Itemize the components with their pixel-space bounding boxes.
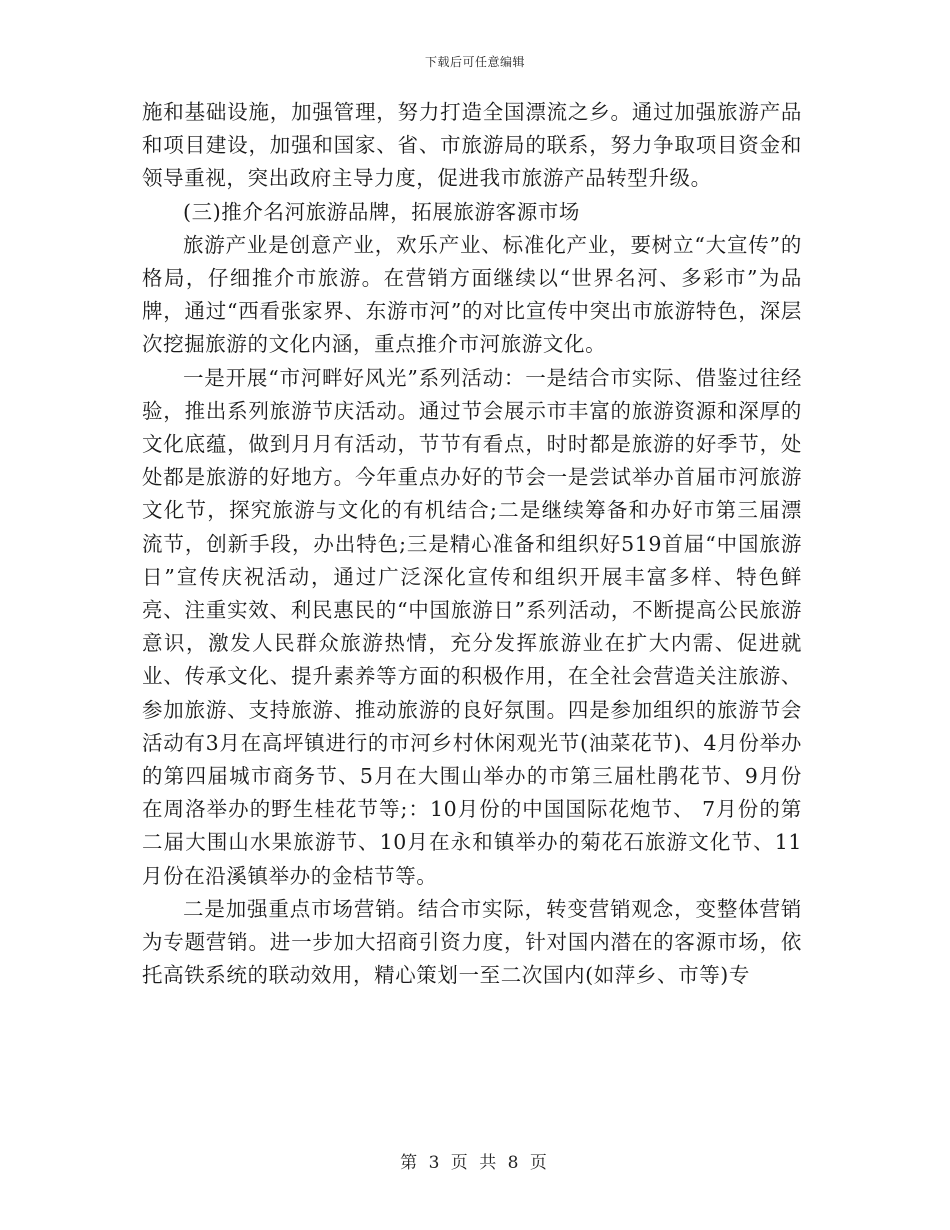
paragraph-activities: 一是开展“市河畔好风光”系列活动：一是结合市实际、借鉴过往经验，推出系列旅游节庆活动。通过节会展示市丰富的旅游资源和深厚的文化底蕴，做到月月有活动，节节有看点，时时都是旅游的好季节，处处都是旅游的好地方。今年重点办好的节会一是尝试举办首届市河旅游文化节，探究旅游与文化的有机结合;二是继续筹备和办好市第三届漂流节，创新手段，办出特色;三是精心准备和组织好519首届“中国旅游日”宣传庆祝活动，通过广泛深化宣传和组织开展丰富多样、特色鲜亮、注重实效、利民惠民的“中国旅游日”系列活动，不断提高公民旅游意识，激发人民群众旅游热情，充分发挥旅游业在扩大内需、促进就业、传承文化、提升素养等方面的积极作用，在全社会营造关注旅游、参加旅游、支持旅游、推动旅游的良好氛围。四是参加组织的旅游节会活动有3月在高坪镇进行的市河乡村休闲观光节(油菜花节)、4月份举办的第四届城市商务节、5月在大围山举办的市第三届杜鹃花节、9月份在周洛举办的野生桂花节等;：10月份的中国国际花炮节、 7月份的第二届大围山水果旅游节、10月在永和镇举办的菊花石旅游文化节、11月份在沿溪镇举办的金桔节等。 bbox=[142, 365, 802, 888]
paragraph-branding: 旅游产业是创意产业，欢乐产业、标准化产业，要树立“大宣传”的格局，仔细推介市旅游。在营销方面继续以“世界名河、多彩市”为品牌，通过“西看张家界、东游市河”的对比宣传中突出市旅游特色，深层次挖掘旅游的文化内涵，重点推介市河旅游文化。 bbox=[142, 232, 802, 357]
page-number: 第 3 页 共 8 页 bbox=[400, 1153, 550, 1173]
document-body bbox=[142, 96, 802, 992]
paragraph-market-marketing: 二是加强重点市场营销。结合市实际，转变营销观念，变整体营销为专题营销。进一步加大招商引资力度，针对国内潜在的客源市场，依托高铁系统的联动效用，精心策划一至二次国内(如萍乡、市等)专 bbox=[142, 896, 802, 988]
section-heading: (三)推介名河旅游品牌，拓展旅游客源市场 bbox=[183, 199, 580, 224]
paragraph-continuation: 施和基础设施，加强管理，努力打造全国漂流之乡。通过加强旅游产品和项目建设，加强和国家、省、市旅游局的联系，努力争取项目资金和领导重视，突出政府主导力度，促进我市旅游产品转型升级。 bbox=[142, 100, 802, 191]
page-header-note: 下载后可任意编辑 bbox=[424, 55, 525, 69]
